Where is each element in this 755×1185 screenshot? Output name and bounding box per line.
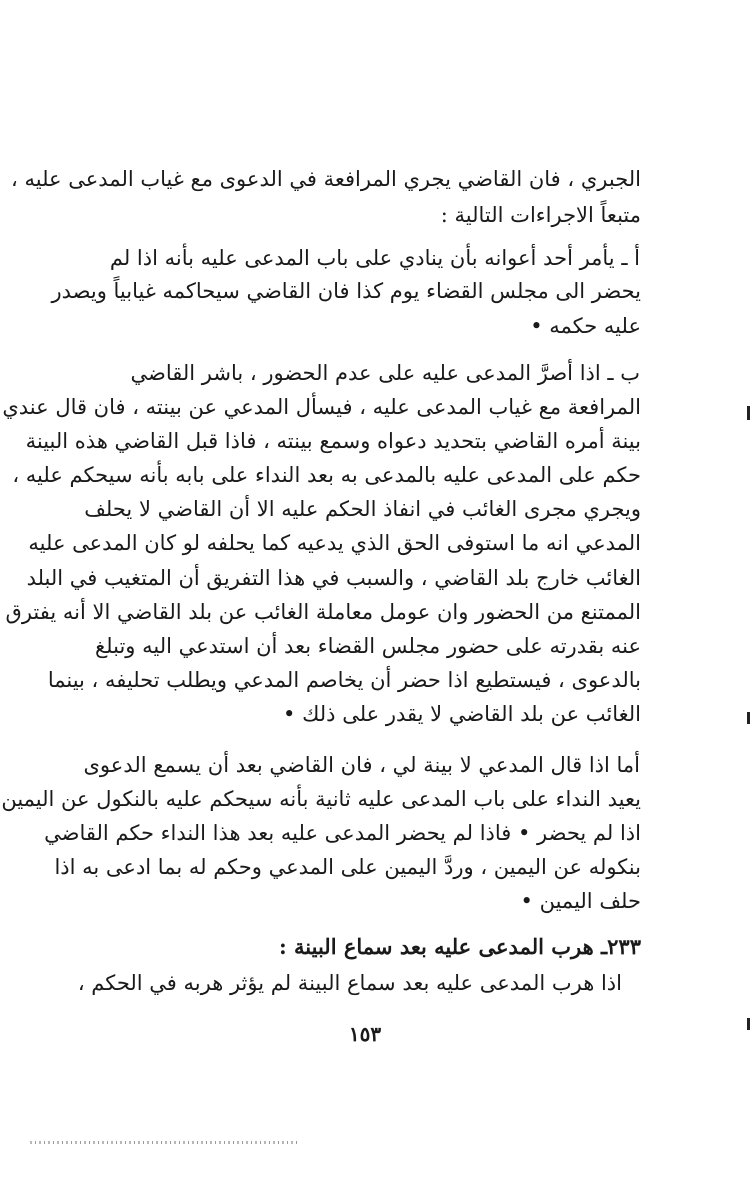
text-line-20: بنكوله عن اليمين ، وردَّ اليمين على المدعي وحكم له بما ادعى به اذا bbox=[54, 855, 641, 879]
text-line-19: اذا لم يحضر • فاذا لم يحضر المدعى عليه بعد هذا النداء حكم القاضي bbox=[44, 821, 641, 845]
text-line-1: الجبري ، فان القاضي يجري المرافعة في الدعوى مع غياب المدعى عليه ، bbox=[11, 167, 641, 191]
text-line-23: اذا هرب المدعى عليه بعد سماع البينة لم يؤثر هربه في الحكم ، bbox=[77, 971, 622, 995]
text-line-16: الغائب عن بلد القاضي لا يقدر على ذلك • bbox=[283, 702, 641, 726]
text-line-12: الغائب خارج بلد القاضي ، والسبب في هذا التفريق أن المتغيب في البلد bbox=[26, 566, 641, 590]
text-line-14: عنه بقدرته على حضور مجلس القضاء بعد أن استدعي اليه وتبلغ bbox=[94, 634, 641, 658]
text-line-11: المدعي انه ما استوفى الحق الذي يدعيه كما يحلفه لو كان المدعى عليه bbox=[28, 531, 641, 555]
text-line-2: متبعاً الاجراءات التالية : bbox=[440, 203, 641, 227]
text-line-4: يحضر الى مجلس القضاء يوم كذا فان القاضي سيحاكمه غيابياً ويصدر bbox=[51, 279, 641, 303]
text-line-21: حلف اليمين • bbox=[520, 889, 641, 913]
text-line-8: بينة أمره القاضي بتحديد دعواه وسمع بينته ، فاذا قبل القاضي هذه البينة bbox=[25, 429, 641, 453]
text-line-3: أ ـ يأمر أحد أعوانه بأن ينادي على باب المدعى عليه بأنه اذا لم bbox=[109, 246, 640, 270]
scan-noise-strip bbox=[30, 1141, 300, 1144]
scan-mark-right-3 bbox=[747, 1018, 750, 1030]
section-heading: ٢٣٣ـ هرب المدعى عليه بعد سماع البينة : bbox=[278, 934, 641, 959]
scan-mark-right-2 bbox=[747, 712, 750, 724]
text-line-10: ويجري مجرى الغائب في انفاذ الحكم عليه الا أن القاضي لا يحلف bbox=[84, 497, 641, 521]
text-line-6: ب ـ اذا أصرَّ المدعى عليه على عدم الحضور ، باشر القاضي bbox=[130, 361, 640, 385]
text-line-18: يعيد النداء على باب المدعى عليه ثانية بأنه سيحكم عليه بالنكول عن اليمين bbox=[1, 787, 641, 811]
page-number: ١٥٣ bbox=[348, 1022, 382, 1046]
text-line-7: المرافعة مع غياب المدعى عليه ، فيسأل المدعي عن بينته ، فان قال عندي bbox=[2, 395, 641, 419]
text-line-5: عليه حكمه • bbox=[530, 314, 641, 338]
scan-mark-right-1 bbox=[747, 406, 750, 420]
text-line-9: حكم على المدعى عليه بالمدعى به بعد النداء على بابه بأنه سيحكم عليه ، bbox=[12, 463, 641, 487]
text-line-13: الممتنع من الحضور وان عومل معاملة الغائب عن بلد القاضي الا أنه يفترق bbox=[5, 600, 641, 624]
text-line-17: أما اذا قال المدعي لا بينة لي ، فان القاضي بعد أن يسمع الدعوى bbox=[83, 753, 640, 777]
text-line-15: بالدعوى ، فيستطيع اذا حضر أن يخاصم المدعي ويطلب تحليفه ، بينما bbox=[47, 668, 641, 692]
